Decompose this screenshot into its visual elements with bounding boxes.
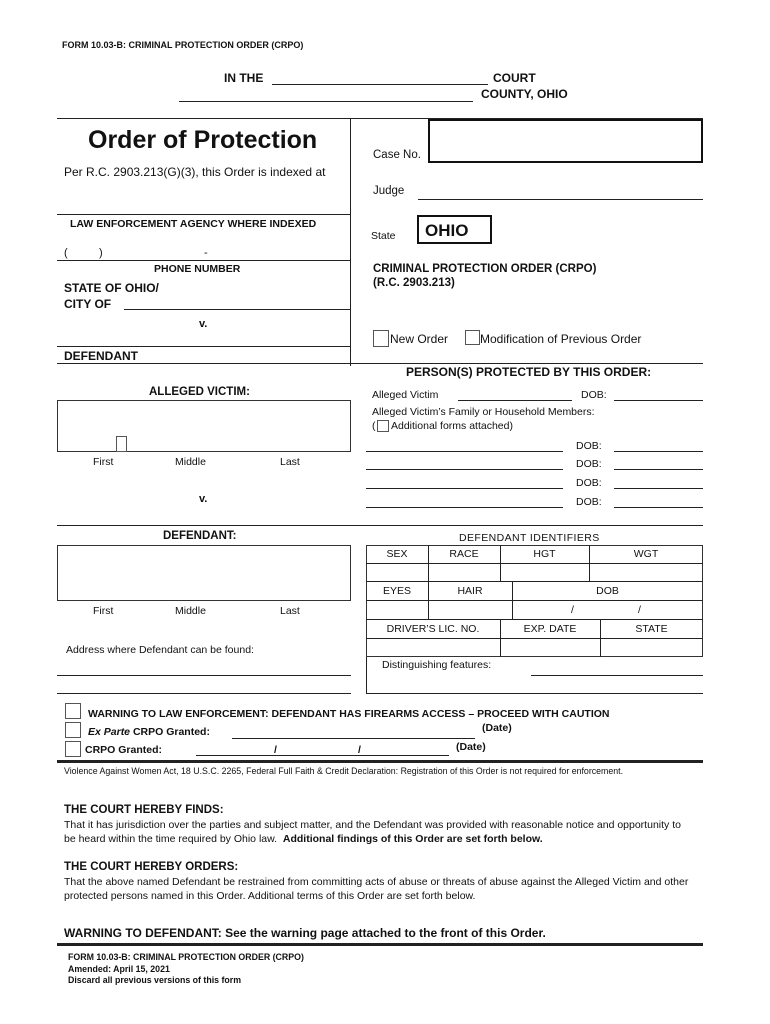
- court-label: COURT: [493, 71, 536, 85]
- in-the-label: IN THE: [224, 71, 264, 85]
- identifiers-table: [366, 545, 703, 657]
- form-title: FORM 10.03-B: CRIMINAL PROTECTION ORDER (CRPO): [62, 40, 304, 50]
- features-field-2[interactable]: [366, 693, 703, 694]
- court-name-field[interactable]: [272, 84, 488, 85]
- footer-discard: Discard all previous versions of this form: [68, 975, 242, 985]
- v-label-top: v.: [199, 318, 208, 330]
- agency-label: LAW ENFORCEMENT AGENCY WHERE INDEXED: [70, 218, 317, 230]
- crpo-granted-label: CRPO Granted:: [85, 744, 163, 756]
- agency-field[interactable]: [57, 214, 350, 215]
- defendant-first-label: First: [93, 605, 114, 617]
- features-field-1[interactable]: [531, 675, 703, 676]
- defendant-name-box[interactable]: [57, 545, 351, 601]
- finds-bold-tail: Additional findings of this Order are set forth below.: [282, 832, 543, 845]
- family-member-field[interactable]: [366, 507, 563, 508]
- state-box: [417, 215, 492, 244]
- dob-header: DOB: [596, 585, 619, 597]
- orders-heading: THE COURT HEREBY ORDERS:: [64, 861, 239, 873]
- family-dob-field[interactable]: [614, 507, 703, 508]
- exp-date-header: EXP. DATE: [523, 623, 577, 635]
- table-rule: [366, 619, 703, 620]
- family-member-field[interactable]: [366, 488, 563, 489]
- alleged-victim-label: Alleged Victim: [372, 389, 439, 401]
- defendant-heading: DEFENDANT:: [163, 530, 237, 542]
- dob-slash-2: /: [638, 604, 641, 616]
- new-order-label: New Order: [390, 332, 449, 346]
- defendant-label: DEFENDANT: [64, 349, 138, 363]
- family-member-field[interactable]: [366, 451, 563, 452]
- family-dob-label: DOB:: [576, 458, 602, 470]
- defendant-middle-label: Middle: [175, 605, 206, 617]
- footer-form: FORM 10.03-B: CRIMINAL PROTECTION ORDER (CRPO): [68, 952, 304, 962]
- section-rule: [57, 363, 703, 364]
- modification-checkbox[interactable]: [465, 330, 480, 345]
- identifiers-heading: DEFENDANT IDENTIFIERS: [459, 532, 600, 544]
- alleged-victim-field[interactable]: [458, 400, 572, 401]
- vawa-declaration: Violence Against Women Act, 18 U.S.C. 2265, Federal Full Faith & Credit Declaration: Registration of this Order is not required for enforcement.: [64, 766, 624, 776]
- victim-checkbox[interactable]: [116, 436, 127, 452]
- finds-body: That it has jurisdiction over the parties and subject matter, and the Defendant was provided with reasonable notice and opportunity to be heard within the time required by Ohio law.: [64, 819, 681, 845]
- additional-forms-label: Additional forms attached): [391, 420, 513, 432]
- state-header: STATE: [635, 623, 668, 635]
- crpo-date-label: (Date): [456, 741, 486, 753]
- family-dob-field[interactable]: [614, 488, 703, 489]
- victim-dob-field[interactable]: [614, 400, 703, 401]
- phone-dash: -: [204, 247, 208, 259]
- state-of-ohio: STATE OF OHIO/: [64, 281, 159, 295]
- footer: [68, 952, 304, 987]
- modification-label: Modification of Previous Order: [480, 332, 642, 346]
- alleged-victim-heading: ALLEGED VICTIM:: [149, 386, 250, 398]
- hair-header: HAIR: [457, 585, 483, 597]
- victim-dob-label: DOB:: [581, 389, 607, 401]
- table-rule: [366, 600, 703, 601]
- state-label: State: [371, 230, 396, 242]
- ex-parte-checkbox[interactable]: [65, 722, 81, 738]
- victim-middle-label: Middle: [175, 456, 206, 468]
- table-rule: [366, 581, 703, 582]
- city-field[interactable]: [124, 309, 350, 310]
- eyes-header: EYES: [382, 585, 411, 597]
- firearms-warning: WARNING TO LAW ENFORCEMENT: DEFENDANT HAS FIREARMS ACCESS – PROCEED WITH CAUTION: [88, 708, 610, 720]
- table-rule: [366, 563, 703, 564]
- indexed-note: Per R.C. 2903.213(G)(3), this Order is indexed at: [64, 165, 326, 179]
- case-no-label: Case No.: [373, 149, 421, 161]
- phone-paren-close: ): [99, 247, 103, 259]
- case-no-input[interactable]: [428, 119, 703, 163]
- ex-parte-label: [88, 726, 210, 738]
- family-dob-field[interactable]: [614, 469, 703, 470]
- crpo-date-field[interactable]: [196, 755, 449, 756]
- phone-field[interactable]: [57, 260, 350, 261]
- order-title: Order of Protection: [88, 126, 318, 154]
- city-of: CITY OF: [64, 297, 112, 311]
- crpo-granted-checkbox[interactable]: [65, 741, 81, 757]
- ex-parte-date-field[interactable]: [232, 738, 475, 739]
- family-dob-label: DOB:: [576, 496, 602, 508]
- family-member-field[interactable]: [366, 469, 563, 470]
- finds-heading: THE COURT HEREBY FINDS:: [64, 804, 224, 816]
- alleged-victim-name-box[interactable]: [57, 400, 351, 452]
- ex-parte-italic: Ex Parte: [88, 726, 131, 738]
- phone-label: PHONE NUMBER: [154, 263, 241, 275]
- crpo-title: CRIMINAL PROTECTION ORDER (CRPO): [373, 263, 597, 275]
- sex-header: SEX: [386, 548, 408, 560]
- new-order-checkbox[interactable]: [373, 330, 389, 347]
- victim-last-label: Last: [280, 456, 300, 468]
- license-header: DRIVER’S LIC. NO.: [386, 623, 480, 635]
- crpo-date-slash-2: /: [358, 744, 361, 756]
- warning-to-defendant: WARNING TO DEFENDANT: See the warning page attached to the front of this Order.: [64, 926, 546, 940]
- address-label: Address where Defendant can be found:: [66, 644, 254, 656]
- additional-open-paren: (: [372, 420, 376, 432]
- county-label: COUNTY, OHIO: [481, 87, 568, 101]
- family-dob-label: DOB:: [576, 440, 602, 452]
- orders-text: That the above named Defendant be restrained from committing acts of abuse or threats of abuse against the Alleged Victim and other protected persons named in this Order. Additional terms of this Order are set forth below.: [64, 876, 689, 902]
- dob-slash-1: /: [571, 604, 574, 616]
- race-header: RACE: [449, 548, 479, 560]
- features-label: Distinguishing features:: [382, 659, 492, 671]
- v-label-middle: v.: [199, 493, 208, 505]
- state-value: OHIO: [425, 221, 469, 240]
- phone-paren-open: (: [64, 247, 68, 259]
- wgt-header: WGT: [633, 548, 659, 560]
- defendant-last-label: Last: [280, 605, 300, 617]
- family-label: Alleged Victim’s Family or Household Members:: [372, 406, 595, 418]
- footer-amended: Amended: April 15, 2021: [68, 963, 170, 974]
- judge-field[interactable]: [418, 199, 703, 200]
- firearms-checkbox[interactable]: [65, 703, 81, 719]
- family-dob-field[interactable]: [614, 451, 703, 452]
- address-field-2[interactable]: [57, 693, 351, 694]
- section-rule-2: [57, 525, 703, 526]
- additional-forms-checkbox[interactable]: [377, 420, 389, 432]
- ex-parte-date-label: (Date): [482, 722, 512, 734]
- features-border: [366, 657, 367, 693]
- county-name-field[interactable]: [179, 101, 473, 102]
- protected-heading: PERSON(S) PROTECTED BY THIS ORDER:: [406, 365, 652, 379]
- address-field-1[interactable]: [57, 675, 351, 676]
- crpo-date-slash-1: /: [274, 744, 277, 756]
- hgt-header: HGT: [533, 548, 556, 560]
- top-divider: [350, 118, 351, 366]
- family-dob-label: DOB:: [576, 477, 602, 489]
- victim-first-label: First: [93, 456, 114, 468]
- table-rule: [366, 638, 703, 639]
- crpo-statute: (R.C. 2903.213): [373, 277, 455, 289]
- judge-label: Judge: [373, 185, 405, 197]
- separator-2: [57, 943, 703, 946]
- ex-parte-rest: CRPO Granted:: [130, 726, 210, 738]
- separator-1: [57, 760, 703, 763]
- finds-text: [64, 819, 694, 846]
- defendant-name-field[interactable]: [57, 346, 350, 347]
